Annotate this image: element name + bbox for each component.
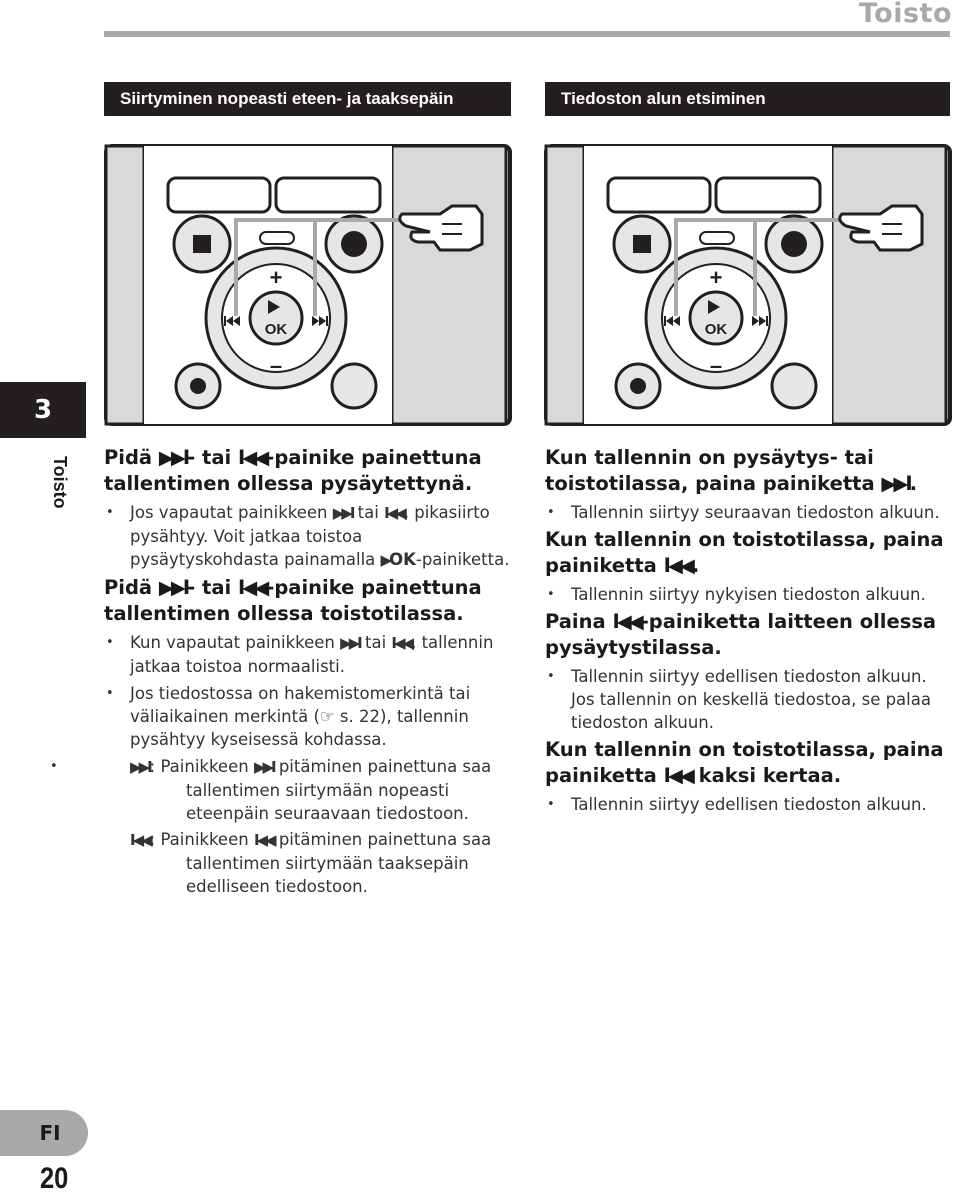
left-bullet-4-continuation: I◀◀: Painikkeen I◀◀ pitäminen painettuna saa tallentimen siirtymään taaksepäin edelliseen tiedostoon. xyxy=(130,830,492,896)
right-heading-4: Kun tallennin on toistotilassa, paina painiketta I◀◀ kaksi kertaa. xyxy=(545,738,944,787)
section-title-file-cue: Tiedoston alun etsiminen xyxy=(545,82,950,116)
header-rule xyxy=(104,31,950,37)
fast-forward-icon: ▶▶I xyxy=(340,634,360,652)
chapter-label-text: Toisto xyxy=(50,456,70,509)
ok-label: OK xyxy=(704,321,728,338)
plus-label: + xyxy=(709,265,723,290)
right-bullet-4: • Tallennin siirtyy edellisen tiedoston alkuun. xyxy=(545,793,955,816)
right-bullet-1: • Tallennin siirtyy seuraavan tiedoston alkuun. xyxy=(545,501,955,524)
reference-icon: ☞ xyxy=(319,707,335,726)
page-number: 20 xyxy=(40,1162,69,1195)
right-text-column xyxy=(545,445,955,819)
left-bullet-4: • ▶▶I: Painikkeen ▶▶I pitäminen painettuna saa tallentimen siirtymään nopeasti eteenpäin seuraavaan tiedostoon. xyxy=(104,755,516,825)
fast-forward-icon: ▶▶I xyxy=(158,446,188,469)
fast-forward-icon: ▶▶I xyxy=(130,758,150,776)
right-heading-1: Kun tallennin on pysäytys- tai toistotilassa, paina painiketta ▶▶I. xyxy=(545,446,918,495)
recorder-illustration-right xyxy=(540,140,960,430)
left-bullet-3: • Jos tiedostossa on hakemistomerkintä tai väliaikainen merkintä (☞ s. 22), tallennin pysähtyy kyseisessä kohdassa. xyxy=(104,682,516,751)
rewind-icon: I◀◀ xyxy=(663,554,692,577)
chapter-side-label xyxy=(36,456,76,526)
recorder-illustration-left xyxy=(100,140,520,430)
rewind-icon: I◀◀ xyxy=(237,576,267,599)
right-heading-3: Paina I◀◀-painiketta laitteen ollessa pysäytystilassa. xyxy=(545,610,937,659)
ok-label: OK xyxy=(264,321,288,338)
minus-label: – xyxy=(269,353,283,378)
right-bullet-2: • Tallennin siirtyy nykyisen tiedoston alkuun. xyxy=(545,583,955,606)
right-bullet-3: • Tallennin siirtyy edellisen tiedoston alkuun. Jos tallennin on keskellä tiedostoa, se palaa tiedoston alkuun. xyxy=(545,665,955,734)
rewind-icon: I◀◀ xyxy=(663,764,692,787)
fast-forward-icon: ▶▶I xyxy=(158,576,188,599)
fast-forward-icon: ▶▶I xyxy=(253,758,274,776)
page-header-title: Toisto xyxy=(858,0,952,29)
rewind-icon: I◀◀ xyxy=(391,634,412,652)
fast-forward-icon: ▶▶I xyxy=(332,504,353,522)
rewind-icon: I◀◀ xyxy=(612,610,641,633)
minus-label: – xyxy=(709,353,723,378)
left-bullet-1: • Jos vapautat painikkeen ▶▶I tai I◀◀, pikasiirto pysähtyy. Voit jatkaa toistoa pysäytyskohdasta painamalla ▶OK-painiketta. xyxy=(104,501,516,572)
rewind-icon: I◀◀ xyxy=(253,831,274,849)
left-heading-2: Pidä ▶▶I- tai I◀◀-painike painettuna tallentimen ollessa toistotilassa. xyxy=(104,576,482,625)
chapter-number-tab: 3 xyxy=(0,382,86,438)
fast-forward-icon: ▶▶I xyxy=(881,472,910,495)
section-title-fast-forward-rewind: Siirtyminen nopeasti eteen- ja taaksepäin xyxy=(104,82,511,116)
left-bullet-2: • Kun vapautat painikkeen ▶▶I tai I◀◀, tallennin jatkaa toistoa normaalisti. xyxy=(104,631,516,678)
left-heading-1: Pidä ▶▶I- tai I◀◀-painike painettuna tallentimen ollessa pysäytettynä. xyxy=(104,446,482,495)
left-text-column xyxy=(104,445,516,898)
play-icon: ▶ xyxy=(380,551,390,569)
language-badge: FI xyxy=(0,1110,88,1156)
rewind-icon: I◀◀ xyxy=(237,446,267,469)
right-heading-2: Kun tallennin on toistotilassa, paina painiketta I◀◀. xyxy=(545,528,944,577)
rewind-icon: I◀◀ xyxy=(130,831,150,849)
plus-label: + xyxy=(269,265,283,290)
rewind-icon: I◀◀ xyxy=(384,504,404,522)
